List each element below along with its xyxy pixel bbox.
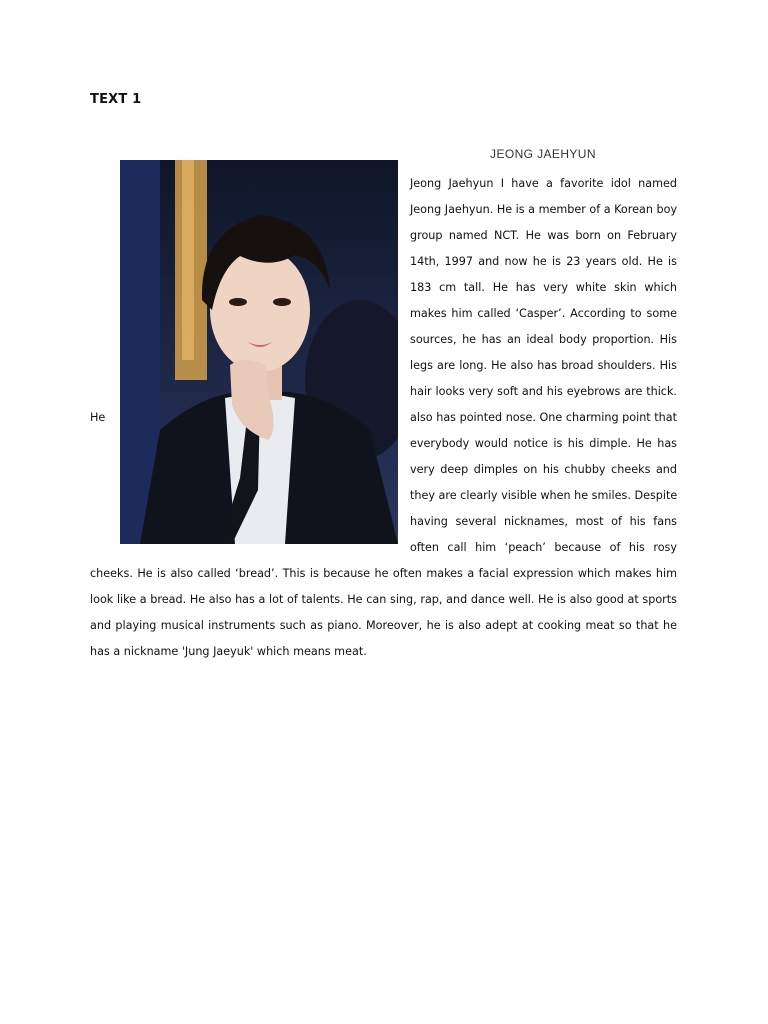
paragraph-line: makes him called ‘Casper’. According to some <box>410 307 677 320</box>
paragraph-line: 183 cm tall. He has very white skin which <box>410 281 677 294</box>
paragraph-line: Jeong Jaehyun. He is a member of a Korean boy <box>410 203 678 216</box>
paragraph-line: having several nicknames, most of his fans <box>410 515 677 528</box>
paragraph-line: Jeong Jaehyun I have a favorite idol named <box>410 177 677 190</box>
paragraph-line: legs are long. He also has broad shoulders. His <box>410 359 677 372</box>
paragraph-line: they are clearly visible when he smiles. Despite <box>410 489 678 502</box>
paragraph-line: look like a bread. He also has a lot of talents. He can sing, rap, and dance well. He is also good at sports <box>90 593 677 606</box>
portrait-photo <box>120 160 398 544</box>
article-title: JEONG JAEHYUN <box>490 147 596 161</box>
paragraph-line: and playing musical instruments such as piano. Moreover, he is also adept at cooking meat so that he <box>90 619 677 632</box>
paragraph-line: also has pointed nose. One charming point that <box>410 411 677 424</box>
document-heading: TEXT 1 <box>90 92 142 107</box>
side-word: He <box>90 411 106 424</box>
paragraph-line: often call him ‘peach’ because of his rosy <box>410 541 677 554</box>
paragraph-line: sources, he has an ideal body proportion. His <box>410 333 677 346</box>
paragraph-line: 14th, 1997 and now he is 23 years old. He is <box>410 255 677 268</box>
paragraph-line: has a nickname 'Jung Jaeyuk' which means meat. <box>90 645 367 658</box>
paragraph-line: hair looks very soft and his eyebrows are thick. <box>410 385 677 398</box>
paragraph-line: cheeks. He is also called ‘bread’. This is because he often makes a facial expression which makes him <box>90 567 677 580</box>
paragraph-line: very deep dimples on his chubby cheeks and <box>410 463 677 476</box>
paragraph-line: everybody would notice is his dimple. He has <box>410 437 677 450</box>
paragraph-line: group named NCT. He was born on February <box>410 229 677 242</box>
